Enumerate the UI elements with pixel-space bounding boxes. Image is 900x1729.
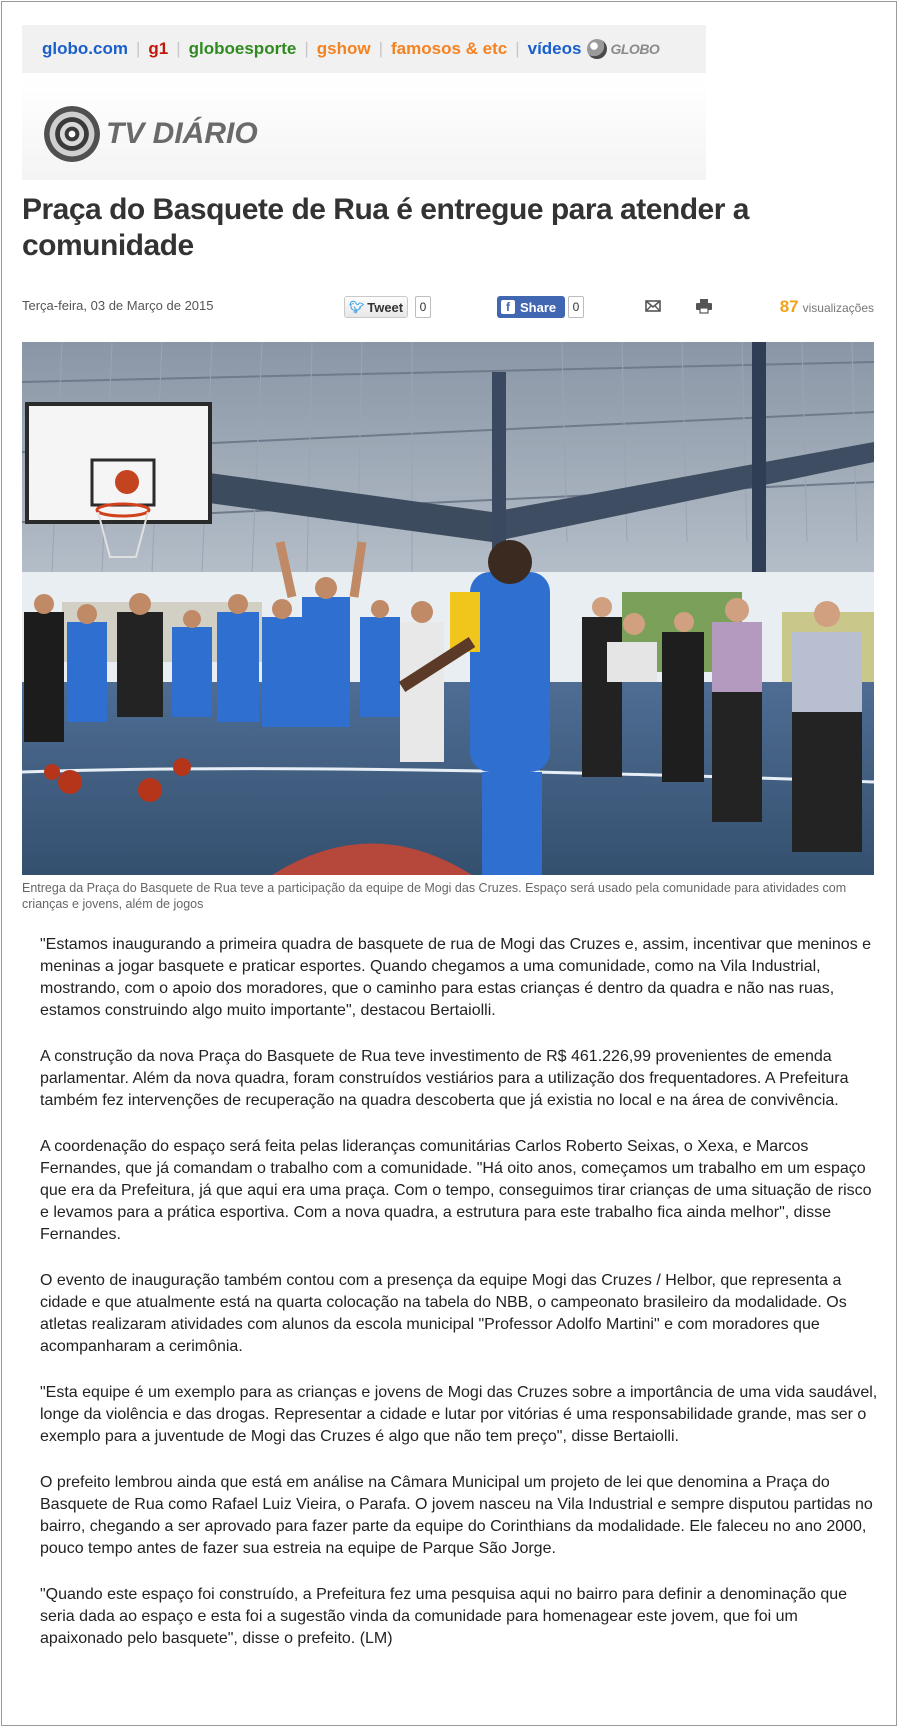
share-count: 0: [568, 296, 584, 318]
article-date: Terça-feira, 03 de Março de 2015: [22, 298, 214, 313]
tweet-count: 0: [415, 296, 431, 318]
tv-diario-logo[interactable]: [44, 106, 258, 162]
nav-separator: |: [176, 39, 181, 58]
nav-link-famosos[interactable]: famosos & etc: [391, 39, 508, 58]
nav-link-gshow[interactable]: gshow: [316, 39, 371, 58]
globo-logo-link[interactable]: [587, 39, 659, 59]
nav-separator: |: [378, 39, 383, 58]
nav-separator: |: [515, 39, 520, 58]
article-paragraph: "Estamos inaugurando a primeira quadra de basquete de rua de Mogi das Cruzes e, assim, incentivar que meninos e meninas a jogar basquete e praticar esportes. Quando chegamos a uma comunidade, como na Vila Industrial, mostrando, com o apoio dos moradores, que o caminho para estas crianças é dentro da quadra e não nas ruas, estamos construindo algo muito importante", destacou Bertaiolli.: [40, 936, 872, 1019]
nav-link-globoesporte[interactable]: globoesporte: [188, 39, 297, 58]
tv-diario-disc-icon: [44, 106, 100, 162]
tv-diario-logo-text: TV DIÁRIO: [106, 117, 258, 150]
photo-caption: Entrega da Praça do Basquete de Rua teve a participação da equipe de Mogi das Cruzes. Espaço será usado pela comunidade para atividades com crianças e jovens, além de jogos: [22, 881, 847, 911]
nav-link-globo-com[interactable]: globo.com: [42, 39, 128, 58]
article-title: Praça do Basquete de Rua é entregue para atender a comunidade: [22, 193, 749, 262]
article-paragraph: "Esta equipe é um exemplo para as crianças e jovens de Mogi das Cruzes sobre a importância de uma vida saudável, longe da violência e das drogas. Representar a cidade e lutar por vitórias é uma responsabilidade grande, mas ser o exemplo para a juventude de Mogi das Cruzes é algo que não tem preço", disse Bertaiolli.: [40, 1384, 878, 1445]
nav-separator: |: [135, 39, 141, 58]
tweet-button[interactable]: [344, 296, 408, 318]
views-count: 87: [779, 297, 799, 316]
article-paragraph: O evento de inauguração também contou com a presença da equipe Mogi das Cruzes / Helbor, que representa a cidade e que atualmente está na quarta colocação na tabela do NBB, o campeonato brasileiro da modalidade. Os atletas realizaram atividades com alunos da escola municipal "Professor Adolfo Martini" e com moradores que acompanharam a cerimônia.: [40, 1272, 847, 1355]
share-label: Share: [520, 299, 557, 315]
article-meta-bar: [22, 296, 874, 322]
nav-link-g1[interactable]: g1: [148, 39, 169, 58]
tweet-label: Tweet: [367, 299, 404, 315]
article-photo: [22, 342, 874, 875]
tv-diario-header: [22, 78, 706, 180]
article-paragraph: A construção da nova Praça do Basquete de Rua teve investimento de R$ 461.226,99 provenientes de emenda parlamentar. Além da nova quadra, foram construídos vestiários para a utilização dos frequentadores. A Prefeitura também fez intervenções de recuperação na quadra descoberta que já existia no local e na área de convivência.: [40, 1048, 849, 1109]
facebook-f-icon: f: [501, 300, 515, 314]
article-paragraph: "Quando este espaço foi construído, a Prefeitura fez uma pesquisa aqui no bairro para definir a denominação que seria dada ao espaço e esta foi a sugestão vinda da comunidade para homenagear este jovem, que foi um apaixonado pelo basquete", disse o prefeito. (LM): [40, 1586, 848, 1647]
basketball-court-scene: [22, 342, 874, 875]
printer-icon[interactable]: [695, 298, 713, 314]
article-paragraph: O prefeito lembrou ainda que está em análise na Câmara Municipal um projeto de lei que denomina a Praça do Basquete de Rua como Rafael Luiz Vieira, o Parafa. O jovem nasceu na Vila Industrial e sempre disputou partidas no bairro, chegando a ser aprovado para fazer parte da equipe do Corinthians da modalidade. Ele faleceu no ano 2000, pouco tempo antes de fazer sua estreia na equipe de Parque São Jorge.: [40, 1474, 873, 1557]
globo-top-nav: [22, 25, 706, 73]
twitter-bird-icon: 🐦︎: [349, 300, 365, 314]
views-label: visualizações: [802, 301, 874, 315]
globo-ball-icon: [587, 39, 607, 59]
article-body: [40, 934, 880, 1674]
nav-link-videos[interactable]: vídeos: [527, 39, 582, 58]
views-counter: [780, 297, 874, 317]
nav-separator: |: [304, 39, 309, 58]
article-paragraph: A coordenação do espaço será feita pelas lideranças comunitárias Carlos Roberto Seixas, o Xexa, e Marcos Fernandes, que já comandam o trabalho com a comunidade. "Há oito anos, começamos um trabalho em um espaço que era da Prefeitura, já que aqui era uma praça. Com o tempo, conseguimos tirar crianças de uma situação de risco e levamos para a prática esportiva. Com a nova quadra, a estrutura para este trabalho fica ainda melhor", disse Fernandes.: [40, 1138, 872, 1243]
facebook-share-button[interactable]: [497, 296, 565, 318]
globo-logo-text: GLOBO: [610, 41, 660, 57]
envelope-icon[interactable]: [644, 298, 662, 314]
